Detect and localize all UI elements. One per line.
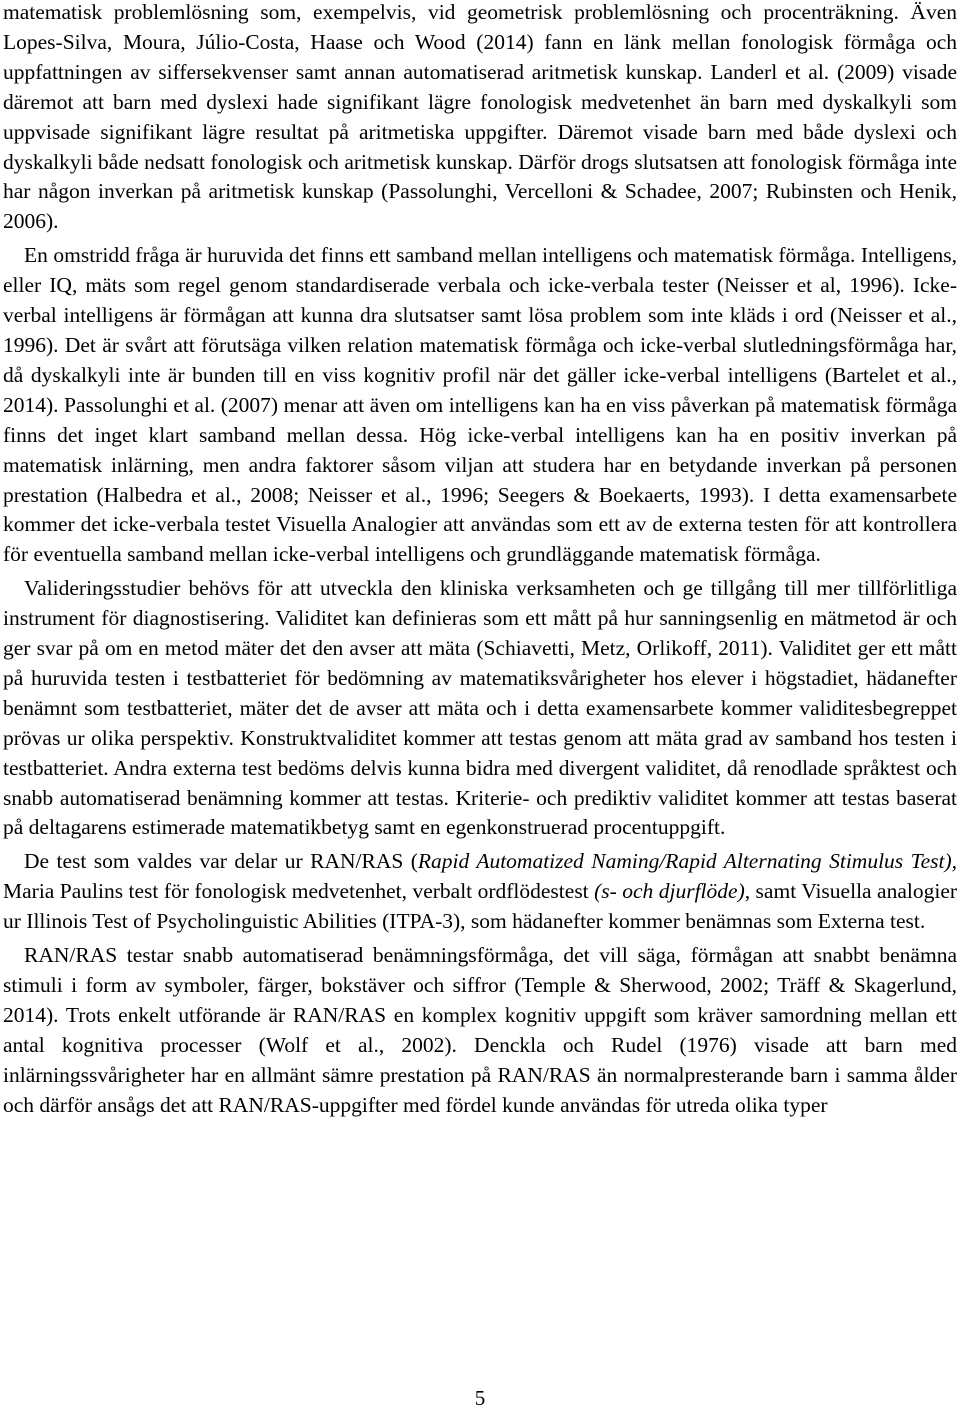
paragraph-text: En omstridd fråga är huruvida det finns ett samband mellan intelligens och matematisk förmåga. Intelligens, eller IQ, mäts som regel genom standardiserade verbala och icke-verbala tester (Neisser et al, 1996). Icke-verbal intelligens är förmågan att kunna dra slutsatser samt lösa problem som inte kläds i ord (Neisser et al., 1996). Det är svårt att förutsäga vilken relation matematisk förmåga och icke-verbal slutledningsförmåga har, då dyskalkyli inte är bunden till en viss kognitiv profil när det gäller icke-verbal intelligens (Bartelet et al., 2014). Passolunghi et al. (2007) menar att även om intelligens kan ha en viss påverkan på matematisk förmåga finns det inget klart samband mellan dessa. Hög icke-verbal intelligens kan ha en positiv inverkan på matematisk inlärning, men andra faktorer såsom viljan att studera har en betydande inverkan på personen prestation (Halbedra et al., 2008; Neisser et al., 1996; Seegers & Boekaerts, 1993). I detta examensarbete kommer det icke-verbala testet Visuella Analogier att användas som ett av de externa testen för att kontrollera för eventuella samband mellan icke-verbal intelligens och grundläggande matematisk förmåga. [3,243,957,567]
paragraph-text: Maria Paulins test för fonologisk medvetenhet, verbalt ordflödestest [3,879,595,904]
italic-test-name: Rapid Automatized Naming/Rapid Alternating Stimulus Test), [417,849,958,874]
paragraph-text: De test som valdes var delar ur RAN/RAS ( [24,849,418,874]
paragraph-text: Valideringsstudier behövs för att utveckla den kliniska verksamheten och ge tillgång till mer tillförlitliga instrument för diagnostisering. Validitet kan definieras som ett mått på hur sanningsenlig en mätmetod är och ger svar på om en metod mäter det den avser att mäta (Schiavetti, Metz, Orlikoff, 2011). Validitet ger ett mått på huruvida testen i testbatteriet för bedömning av matematiksvårigheter hos elever i högstadiet, hädanefter benämnt som testbatteriet, mäter det de avser att mäta och i detta examensarbete kommer validitesbegreppet prövas ur olika perspektiv. Konstruktvaliditet kommer att testas genom att mäta grad av samband hos testen i testbatteriet. Andra externa test bedöms delvis kunna bidra med divergent validitet, då renodlade språktest och snabb automatiserad benämning kommer att testas. Kriterie- och prediktiv validitet kommer att testas baserat på deltagarens estimerade matematikbetyg samt en egenkonstruerad procentuppgift. [3,576,957,840]
paragraph-text: , samt Visuella analogier ur Illinois Test of Psycholinguistic Abilities (ITPA-3), som hädanefter kommer benämnas som Externa test. [3,879,958,934]
paragraph-ran-ras [3,941,957,1120]
paragraph-external-tests [3,847,957,937]
body-text [3,0,957,1125]
italic-test-name: (s- och djurflöde) [594,879,745,904]
paragraph-intelligence [3,241,957,570]
paragraph-text: RAN/RAS testar snabb automatiserad benämningsförmåga, det vill säga, förmågan att snabbt benämna stimuli i form av symboler, färger, bokstäver och siffror (Temple & Sherwood, 2002; Träff & Skagerlund, 2014). Trots enkelt utförande är RAN/RAS en komplex kognitiv uppgift som kräver samordning mellan ett antal kognitiva processer (Wolf et al., 2002). Denckla och Rudel (1976) visade att barn med inlärningssvårigheter har en allmänt sämre prestation på RAN/RAS än normalpresterande barn i samma ålder och därför ansågs det att RAN/RAS-uppgifter med fördel kunde användas för utreda olika typer [3,943,957,1117]
paragraph-validation [3,574,957,843]
paragraph-phonology [3,0,957,237]
page-number: 5 [474,1386,486,1410]
paragraph-text: matematisk problemlösning som, exempelvis, vid geometrisk problemlösning och procenträkning. Även Lopes-Silva, Moura, Júlio-Costa, Haase och Wood (2014) fann en länk mellan fonologisk förmåga och uppfattningen av siffersekvenser samt annan automatiserad aritmetisk kunskap. Landerl et al. (2009) visade däremot att barn med dyslexi hade signifikant lägre fonologisk medvetenhet än barn med dyskalkyli som uppvisade signifikant lägre resultat på aritmetiska uppgifter. Däremot visade barn med både dyslexi och dyskalkyli både nedsatt fonologisk och aritmetisk kunskap. Därför drogs slutsatsen att fonologisk förmåga inte har någon inverkan på aritmetisk kunskap (Passolunghi, Vercelloni & Schadee, 2007; Rubinsten och Henik, 2006). [3,0,957,234]
